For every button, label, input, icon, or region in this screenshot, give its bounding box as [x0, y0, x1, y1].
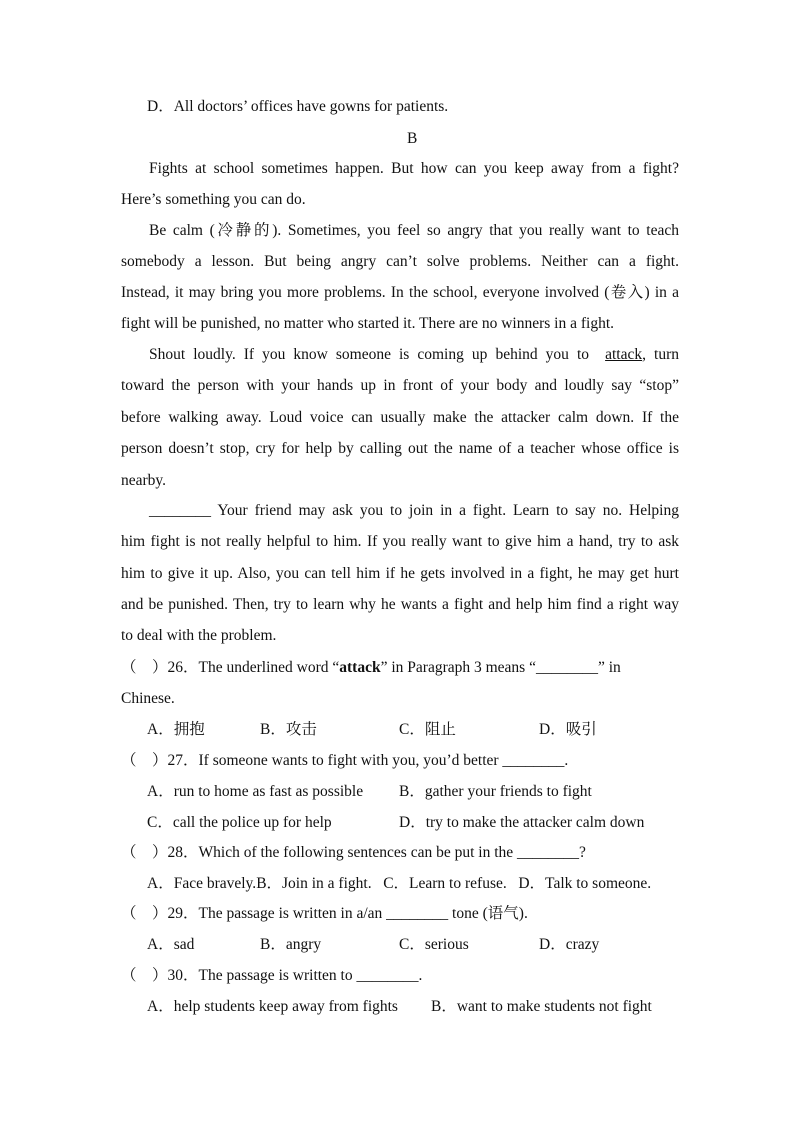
passage-p1-line2: Here’s something you can do. — [121, 191, 306, 208]
p3-line1-text: Shout loudly. If you know someone is coming up behind you to — [149, 346, 590, 363]
q29-option-a: A．sad — [147, 936, 195, 953]
q26-stem-a: 26．The underlined word “ — [167, 659, 340, 676]
passage-p4-line2: him fight is not really helpful to him. If you really want to give him a hand, try to ask — [121, 533, 679, 550]
q28-option-d: D．Talk to someone. — [518, 875, 652, 892]
q26-stem-bold: attack — [339, 659, 381, 676]
q29-option-b: B．angry — [260, 936, 322, 953]
passage-p1-line1: Fights at school sometimes happen. But how can you keep away from a fight? — [149, 160, 679, 177]
q30-stem-text: 30．The passage is written to ________. — [167, 967, 423, 984]
passage-p2-line3: Instead, it may bring you more problems. In the school, everyone involved (卷入) in a — [121, 284, 679, 301]
answer-paren-30[interactable]: （ ） — [121, 967, 168, 984]
passage-p2-line4: fight will be punished, no matter who started it. There are no winners in a fight. — [121, 315, 615, 332]
question-27-stem — [121, 751, 568, 771]
q28-option-b: B．Join in a fight. — [256, 875, 372, 892]
question-26-stem-line2: Chinese. — [121, 690, 175, 707]
q30-option-b: B．want to make students not fight — [431, 998, 652, 1015]
underlined-word-attack: attack — [605, 346, 643, 363]
q27-option-d: D．try to make the attacker calm down — [399, 814, 645, 831]
q29-option-d: D．crazy — [539, 936, 600, 953]
passage-p3-line2: toward the person with your hands up in front of your body and loudly say “stop” — [121, 377, 679, 394]
q27-option-a: A．run to home as fast as possible — [147, 783, 364, 800]
passage-p4-line4: and be punished. Then, try to learn why he wants a fight and help him find a right way — [121, 596, 679, 613]
q28-option-c: C．Learn to refuse. — [383, 875, 507, 892]
q27-option-b: B．gather your friends to fight — [399, 783, 592, 800]
passage-p3-line3: before walking away. Loud voice can usually make the attacker calm down. If the — [121, 409, 679, 426]
question-30-stem — [121, 966, 422, 986]
passage-p4-line5: to deal with the problem. — [121, 627, 277, 644]
question-29-stem — [121, 904, 528, 924]
question-28-stem — [121, 843, 586, 863]
q26-option-b: B．攻击 — [260, 721, 317, 738]
question-26-stem — [121, 658, 621, 678]
passage-p3-line1 — [149, 345, 679, 365]
p4-blank: ________ — [149, 502, 211, 519]
passage-p2-line2: somebody a lesson. But being angry can’t solve problems. Neither can a fight. — [121, 253, 679, 270]
q28-stem-text: 28．Which of the following sentences can be put in the ________? — [167, 844, 586, 861]
q29-option-c: C．serious — [399, 936, 469, 953]
answer-paren-27[interactable]: （ ） — [121, 752, 168, 769]
p3-line1-tail: , turn — [642, 346, 679, 363]
passage-p4-line1 — [149, 501, 679, 521]
q28-option-a: A．Face bravely. — [147, 875, 257, 892]
prev-option-d: D．All doctors’ offices have gowns for patients. — [147, 98, 449, 115]
answer-paren-26[interactable]: （ ） — [121, 659, 168, 676]
q26-option-a: A．拥抱 — [147, 721, 205, 738]
q30-option-a: A．help students keep away from fights — [147, 998, 398, 1015]
answer-paren-29[interactable]: （ ） — [121, 905, 168, 922]
q29-stem-text: 29．The passage is written in a/an ________ tone (语气). — [167, 905, 528, 922]
q26-stem-b: ” in Paragraph 3 means “________” in — [380, 659, 621, 676]
passage-p4-line3: him to give it up. Also, you can tell him if he gets involved in a fight, he may get hurt — [121, 565, 679, 582]
q26-option-d: D．吸引 — [539, 721, 597, 738]
answer-paren-28[interactable]: （ ） — [121, 844, 168, 861]
passage-p2-line1: Be calm (冷静的). Sometimes, you feel so angry that you really want to teach — [149, 222, 679, 239]
q26-option-c: C．阻止 — [399, 721, 456, 738]
q27-stem-text: 27．If someone wants to fight with you, you’d better ________. — [167, 752, 569, 769]
passage-p3-line4: person doesn’t stop, cry for help by calling out the name of a teacher whose office is — [121, 440, 679, 457]
q28-options — [147, 874, 651, 894]
p4-line1-text: Your friend may ask you to join in a fight. Learn to say no. Helping — [211, 502, 679, 519]
q27-option-c: C．call the police up for help — [147, 814, 332, 831]
section-label: B — [407, 130, 418, 147]
passage-p3-line5: nearby. — [121, 472, 167, 489]
